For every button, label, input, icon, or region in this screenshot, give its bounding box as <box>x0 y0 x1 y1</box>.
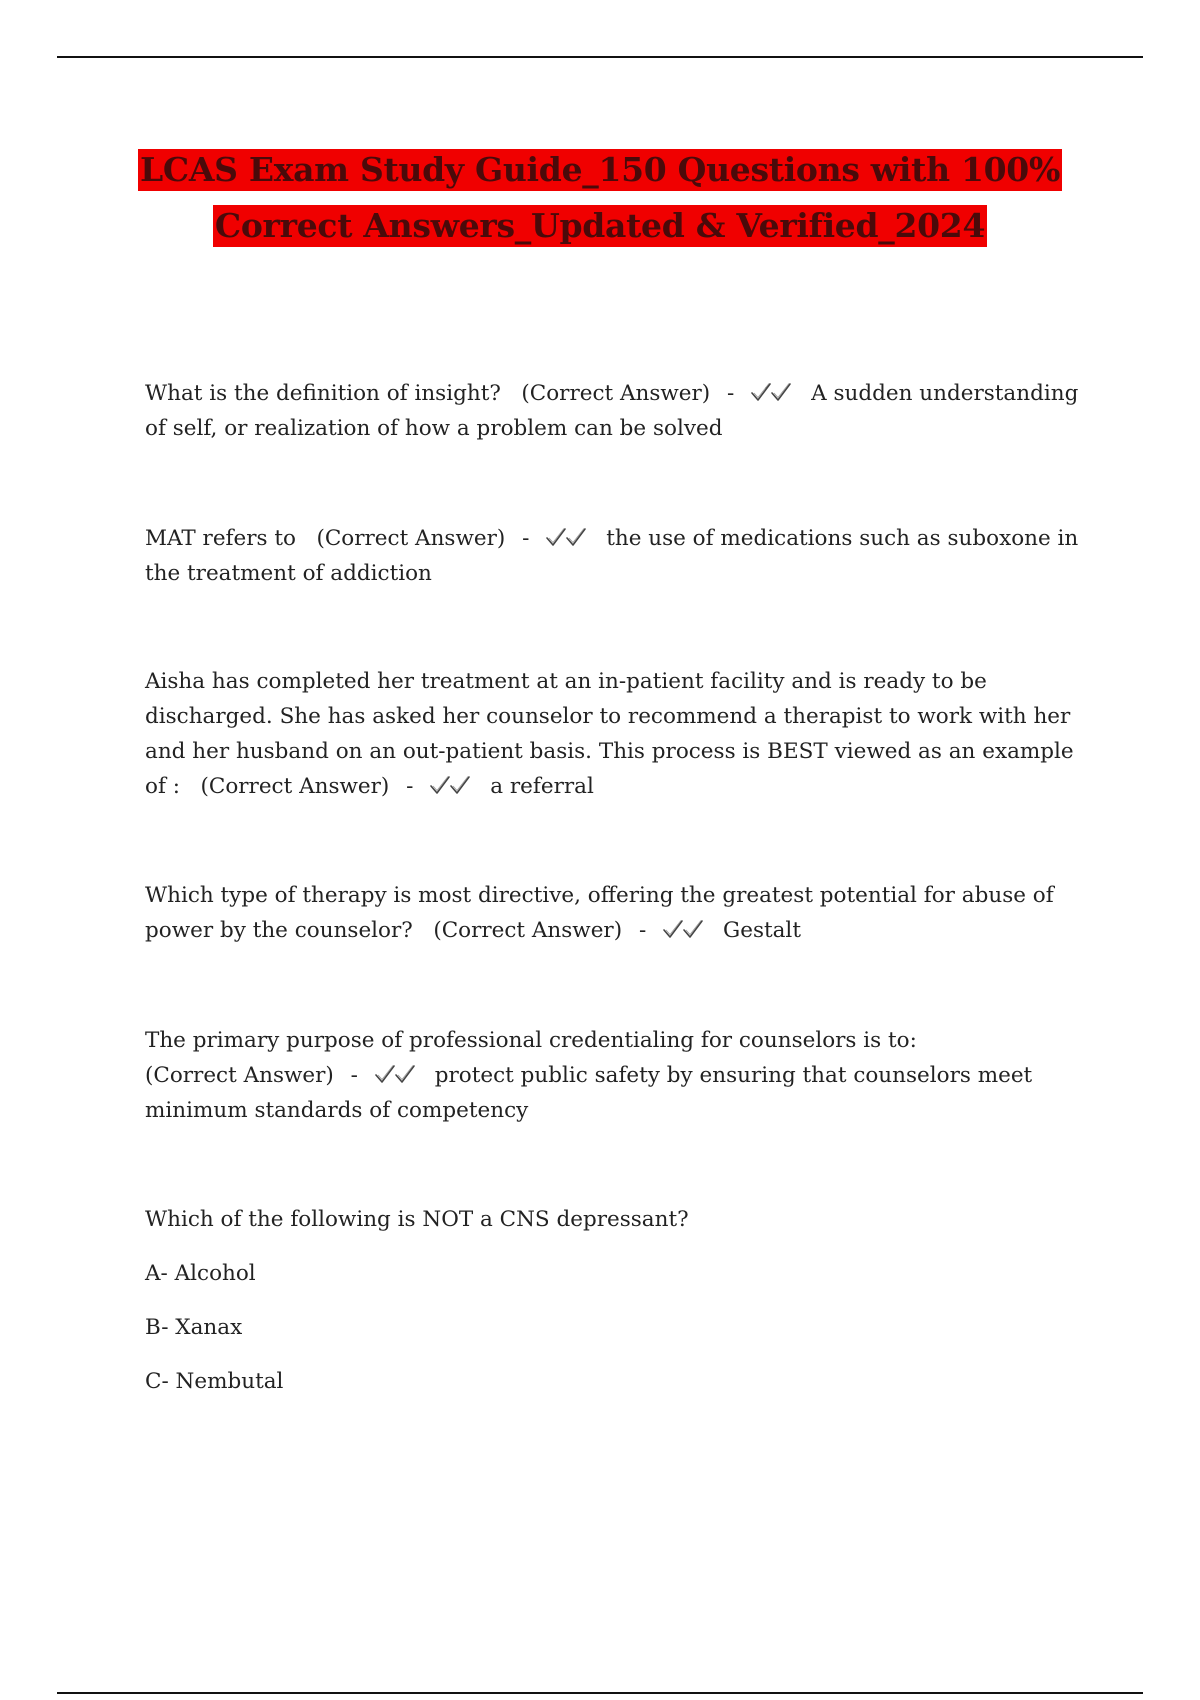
separator: - <box>350 1063 358 1088</box>
double-checkmark-icon <box>545 526 591 548</box>
question-text: The primary purpose of professional credentialing for counselors is to: <box>145 1028 917 1053</box>
qa-item <box>145 376 1085 446</box>
separator: - <box>727 381 735 406</box>
question-text: MAT refers to <box>145 526 296 551</box>
question-text: Which type of therapy is most directive, offering the greatest potential for abuse of power by the counselor? <box>145 883 1054 943</box>
correct-answer-tag: (Correct Answer) <box>145 1063 334 1088</box>
mcq-option: B- Xanax <box>145 1315 243 1340</box>
correct-answer-tag: (Correct Answer) <box>521 381 711 406</box>
separator: - <box>522 526 530 551</box>
double-checkmark-icon <box>662 918 708 940</box>
question-text: Aisha has completed her treatment at an in-patient facility and is ready to be discharged. She has asked her counselor to recommend a therapist to work with her and her husband on an out-patient basis. This process is BEST viewed as an example of : <box>145 669 1074 799</box>
correct-answer-tag: (Correct Answer) <box>200 774 390 799</box>
answer-text: the use of medications such as suboxone in the treatment of addiction <box>145 526 1079 586</box>
document-title <box>0 144 1200 256</box>
qa-item <box>145 664 1085 804</box>
double-checkmark-icon <box>750 381 796 403</box>
answer-text: Gestalt <box>723 918 801 943</box>
answer-text: a referral <box>490 774 594 799</box>
qa-item <box>145 521 1085 591</box>
correct-answer-tag: (Correct Answer) <box>316 526 506 551</box>
top-rule <box>57 56 1143 58</box>
mcq-option: A- Alcohol <box>145 1261 256 1286</box>
title-line-1: LCAS Exam Study Guide_150 Questions with 100% <box>139 150 1061 189</box>
mcq-question: Which of the following is NOT a CNS depressant? <box>145 1207 689 1232</box>
answer-text: protect public safety by ensuring that counselors meet minimum standards of competency <box>145 1063 1033 1123</box>
bottom-rule <box>57 1692 1143 1694</box>
answer-text: A sudden understanding of self, or realization of how a problem can be solved <box>145 381 1079 441</box>
correct-answer-tag: (Correct Answer) <box>433 918 623 943</box>
question-text: What is the definition of insight? <box>145 381 501 406</box>
separator: - <box>406 774 414 799</box>
title-line-2: Correct Answers_Updated & Verified_2024 <box>214 206 986 245</box>
qa-item <box>145 1023 1085 1128</box>
separator: - <box>638 918 647 943</box>
mcq-option: C- Nembutal <box>145 1369 284 1394</box>
double-checkmark-icon <box>374 1063 420 1085</box>
qa-item <box>145 878 1085 948</box>
double-checkmark-icon <box>429 774 475 796</box>
